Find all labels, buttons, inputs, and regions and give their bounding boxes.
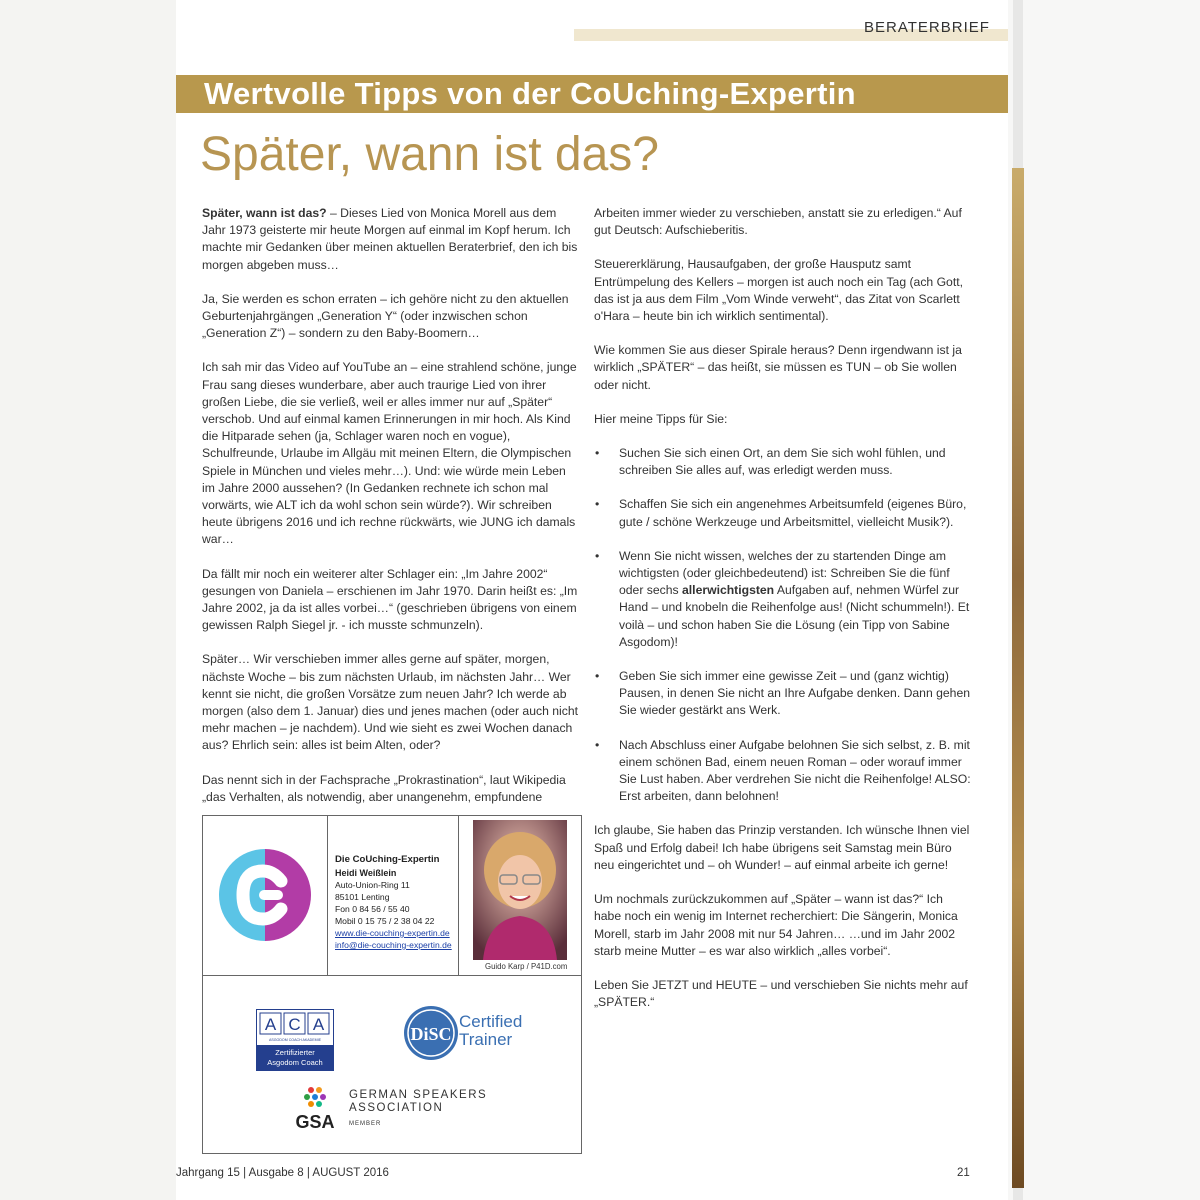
bullet-icon: • — [595, 497, 600, 512]
paragraph: Ja, Sie werden es schon erraten – ich gehöre nicht zu den aktuellen Geburtenjahrgängen „Generation Y“ (oder inzwischen schon „Generation Z“) – sondern zu den Baby-Boomern… — [202, 291, 569, 341]
gsa-logo-text: GSA — [295, 1112, 335, 1132]
list-item — [594, 737, 972, 806]
banner-title: Wertvolle Tipps von der CoUching-Expertin — [204, 76, 856, 111]
list-item-text: Suchen Sie sich einen Ort, an dem Sie sich wohl fühlen, und schreiben Sie alles auf, was erledigt werden muss. — [619, 446, 946, 478]
contact-details — [335, 852, 452, 951]
portrait-photo — [473, 820, 567, 960]
issue-info: Jahrgang 15 | Ausgabe 8 | AUGUST 2016 — [176, 1167, 389, 1179]
photo-credit: Guido Karp / P41D.com — [485, 962, 568, 971]
aca-subtitle: ASGODOM COACH AKADEMIE — [268, 1038, 322, 1042]
aca-badge — [256, 1009, 334, 1071]
next-page-gold-edge — [1012, 168, 1024, 1188]
list-item — [594, 496, 972, 530]
paragraph: Um nochmals zurückzukommen auf „Später – wann ist das?“ Ich habe noch ein wenig im Internet recherchiert: Die Sängerin, Monica Morell, starb im Jahr 2008 mit nur 54 Jahren… …und im Jahr 2002 starb meine Mutter – es war also wirklich „alles vorbei“. — [594, 892, 958, 958]
paragraph: Arbeiten immer wieder zu verschieben, anstatt sie zu erledigen.“ Auf gut Deutsch: Aufschieberitis. — [594, 206, 962, 238]
aca-letter: A — [264, 1015, 277, 1034]
disc-line2: Trainer — [459, 1030, 513, 1049]
divider — [458, 816, 459, 975]
couching-logo-icon — [217, 847, 313, 943]
contact-city: 85101 Lenting — [335, 892, 390, 902]
paragraph: Ich glaube, Sie haben das Prinzip verstanden. Ich wünsche Ihnen viel Spaß und Erfolg dabei! Ich habe übrigens seit Samstag mein Büro neu eingerichtet und – oh Wunder! – auf einmal arbeite ich gerne! — [594, 823, 970, 872]
page-number: 21 — [957, 1167, 970, 1179]
list-item-text: Schaffen Sie sich ein angenehmes Arbeitsumfeld (eigenes Büro, gute / schöne Werkzeuge und Arbeitsmittel, vielleicht Musik?). — [619, 497, 967, 529]
paragraph: Da fällt mir noch ein weiterer alter Schlager ein: „Im Jahre 2002“ gesungen von Daniela – erschienen im Jahr 1970. Darin heißt es: „Im Jahre 2002, ja da ist alles vorbei…“ (geschrieben übrigens von einem gewissen Ralph Siegel jr. - ich musste schmunzeln). — [202, 566, 578, 633]
paragraph: Steuererklärung, Hausaufgaben, der große Hausputz samt Entrümpelung des Kellers – morgen ist auch noch ein Tag (ach Gott, das ist ja aus dem Film „Vom Winde verweht“, das Zitat von Scarlett o'Hara – heute bin ich wirklich sentimental). — [594, 257, 963, 324]
list-item-text: Aufgaben auf, nehmen Würfel zur Hand – und knobeln die Reihenfolge aus! (Nicht schummeln!). Et voilà – und schon haben Sie die Lösung (ein Tipp von Sabine Asgodom)! — [619, 583, 970, 649]
article-headline: Später, wann ist das? — [200, 128, 659, 181]
contact-title: Die CoUching-Expertin — [335, 854, 440, 865]
title-banner — [176, 75, 1008, 113]
contact-box — [202, 815, 582, 1154]
magazine-page — [176, 0, 1008, 1200]
contact-name: Heidi Weißlein — [335, 868, 397, 878]
bullet-icon: • — [595, 446, 600, 461]
paragraph: Hier meine Tipps für Sie: — [594, 411, 728, 426]
lead-paragraph — [202, 205, 580, 274]
gsa-line1: GERMAN SPEAKERS — [349, 1089, 488, 1101]
gsa-logo-icon — [289, 1084, 345, 1134]
aca-letter: C — [288, 1015, 301, 1034]
lead-bold: Später, wann ist das? — [202, 206, 327, 220]
paragraph: Das nennt sich in der Fachsprache „Prokrastination“, laut Wikipedia „das Verhalten, als notwendig, aber unangenehm, empfundene — [202, 772, 566, 804]
gsa-line2: ASSOCIATION — [349, 1102, 444, 1114]
paragraph: Wie kommen Sie aus dieser Spirale heraus? Denn irgendwann ist ja wirklich „SPÄTER“ – das heißt, sie müssen es TUN – ob Sie wollen oder nicht. — [594, 343, 962, 392]
list-item-text: Wenn Sie nicht wissen, welches der zu startenden Dinge am wichtigsten (oder gleichbedeutend) ist: Schreiben Sie die fünf oder sechs — [619, 548, 950, 598]
paragraph: Später… Wir verschieben immer alles gerne auf später, morgen, nächste Woche – bis zum nächsten Urlaub, im nächsten Jahr… Wer kennt sie nicht, die großen Vorsätze zum neuen Jahr? Ich werde ab morgen (also dem 1. Januar) dies und jenes machen (oder auch nicht mehr machen – je nachdem). Und wie sieht es zwei Wochen danach aus? Ehrlich sein: alles ist beim Alten, oder? — [202, 652, 578, 753]
contact-mobile: Mobil 0 15 75 / 2 38 04 22 — [335, 916, 435, 926]
website-link[interactable]: www.die-couching-expertin.de — [335, 928, 450, 938]
left-column — [202, 205, 580, 823]
aca-letter: A — [312, 1015, 325, 1034]
gsa-member: MEMBER — [349, 1121, 382, 1127]
section-label: BERATERBRIEF — [864, 19, 990, 36]
disc-line1: Certified — [459, 1012, 523, 1031]
list-item — [594, 668, 972, 720]
paragraph: Ich sah mir das Video auf YouTube an – eine strahlend schöne, junge Frau sang dieses wunderbare, aber auch traurige Lied von ihrer großen Liebe, die sie verließ, weil er alles immer nur auf „Später“ verschob. Und auf einmal kamen Erinnerungen in mir hoch. Als Kind die Hitparade sehen (ja, Schlager waren noch en vogue), Schulfreunde, Urlaube im Allgäu mit meinen Eltern, die Olympischen Spiele in München und vieles mehr…). Und: wie würde mein Leben im Jahre 2000 aussehen? (In Gedanken rechnete ich schon mal vorwärts, wie ALT ich da wohl schon sein würde?). Wir schreiben heute übrigens 2016 und ich rechne rückwärts, wie JUNG ich damals war… — [202, 360, 577, 547]
bullet-icon: • — [595, 669, 600, 684]
disc-label — [459, 1013, 522, 1049]
list-item-text: Geben Sie sich immer eine gewisse Zeit – und (ganz wichtig) Pausen, in denen Sie nicht an Ihre Aufgabe denken. Dann gehen Sie wieder gestärkt ans Werk. — [619, 669, 971, 718]
bullet-icon: • — [595, 548, 600, 563]
tips-list — [594, 445, 972, 805]
lead-text: – Dieses Lied von Monica Morell aus dem Jahr 1973 geisterte mir heute Morgen auf einmal im Kopf herum. Ich machte mir Gedanken über meinen aktuellen Beraterbrief, den ich bis morgen abgeben muss… — [202, 206, 578, 272]
list-item — [594, 548, 972, 651]
aca-line2: Asgodom Coach — [267, 1058, 323, 1067]
right-column — [594, 205, 972, 1028]
disc-logo-icon — [403, 1005, 459, 1061]
paragraph: Leben Sie JETZT und HEUTE – und verschieben Sie nichts mehr auf „SPÄTER.“ — [594, 977, 968, 1010]
contact-phone: Fon 0 84 56 / 55 40 — [335, 904, 410, 914]
list-item-text: Nach Abschluss einer Aufgabe belohnen Sie sich selbst, z. B. mit einem schönen Bad, einem neuen Roman – oder worauf immer Sie Lust haben. Aber verdrehen Sie nicht die Reihenfolge! ALSO: Erst arbeiten, dann belohnen! — [619, 737, 971, 804]
list-item — [594, 445, 972, 479]
emphasis-text: allerwichtigsten — [682, 583, 775, 598]
contact-row — [203, 816, 581, 976]
bullet-icon: • — [595, 737, 600, 752]
contact-street: Auto-Union-Ring 11 — [335, 880, 410, 890]
gsa-label — [349, 1089, 487, 1115]
disc-logo-text: DiSC — [410, 1024, 452, 1044]
aca-line1: Zertifizierter — [275, 1048, 315, 1057]
email-link[interactable]: info@die-couching-expertin.de — [335, 940, 452, 950]
page-edge — [1008, 0, 1200, 1200]
divider — [327, 816, 328, 975]
